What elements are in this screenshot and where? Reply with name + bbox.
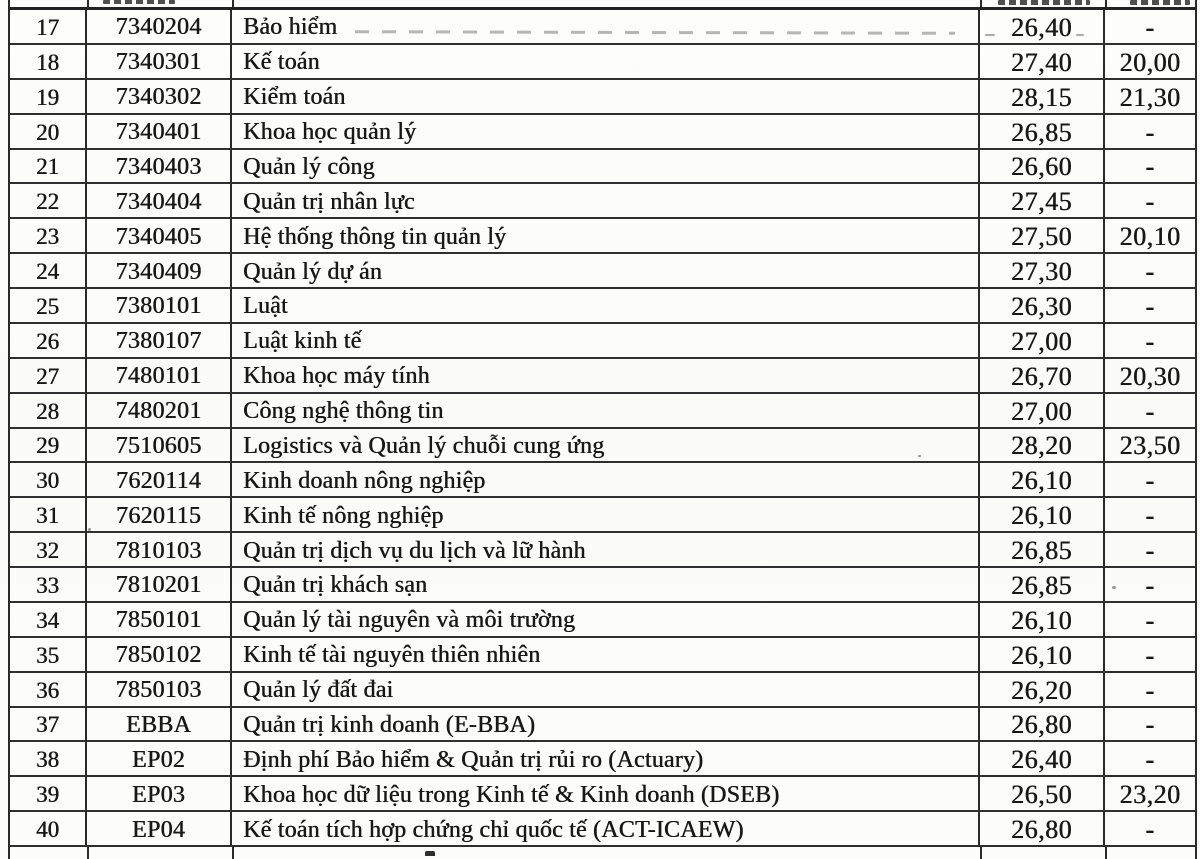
major-name-cell: Quản lý dự án bbox=[232, 254, 980, 287]
table-row bbox=[10, 463, 1197, 498]
table-row bbox=[10, 150, 1197, 185]
major-name-cell: Kiểm toán bbox=[232, 80, 980, 113]
table-border-stub bbox=[232, 0, 234, 7]
row-number-cell: 36 bbox=[10, 673, 87, 706]
major-code-cell: EP03 bbox=[87, 777, 232, 810]
major-name-cell: Quản trị nhân lực bbox=[232, 184, 980, 217]
row-number-cell: 17 bbox=[10, 10, 87, 43]
table-border-stub bbox=[1195, 847, 1197, 859]
major-code-cell: 7810103 bbox=[87, 533, 232, 566]
score-secondary-cell: - bbox=[1105, 115, 1197, 148]
major-name-cell: Khoa học máy tính bbox=[232, 359, 980, 392]
major-code-cell: 7340301 bbox=[87, 45, 232, 78]
major-name-cell: Hệ thống thông tin quản lý bbox=[232, 219, 980, 252]
major-name-cell: Khoa học quản lý bbox=[232, 115, 980, 148]
row-number-cell: 27 bbox=[10, 359, 87, 392]
table-border-stub bbox=[87, 847, 89, 859]
table-border-stub bbox=[1105, 0, 1107, 7]
score-secondary-cell: 21,30 bbox=[1105, 80, 1197, 113]
score-secondary-cell: - bbox=[1105, 10, 1197, 43]
table-border-stub bbox=[232, 847, 234, 859]
major-name-cell: Quản trị kinh doanh (E-BBA) bbox=[232, 708, 980, 741]
scan-speck bbox=[1112, 586, 1116, 589]
major-code-cell: EP04 bbox=[87, 812, 232, 845]
score-main-cell: 27,45 bbox=[980, 184, 1105, 217]
score-main-cell: 26,10 bbox=[980, 638, 1105, 671]
row-number-cell: 28 bbox=[10, 394, 87, 427]
major-name-cell: Quản lý tài nguyên và môi trường bbox=[232, 603, 980, 636]
score-secondary-cell: - bbox=[1105, 463, 1197, 496]
score-main-cell: 26,60 bbox=[980, 150, 1105, 183]
table-row bbox=[10, 673, 1197, 708]
row-number-cell: 21 bbox=[10, 150, 87, 183]
major-code-cell: 7340401 bbox=[87, 115, 232, 148]
table-row bbox=[10, 394, 1197, 429]
table-row bbox=[10, 184, 1197, 219]
major-code-cell: 7850101 bbox=[87, 603, 232, 636]
row-number-cell: 37 bbox=[10, 708, 87, 741]
score-main-cell: 26,10 bbox=[980, 603, 1105, 636]
scan-speck bbox=[918, 455, 921, 457]
table-border-stub bbox=[8, 0, 10, 7]
score-main-cell: 28,15 bbox=[980, 80, 1105, 113]
major-code-cell: 7850103 bbox=[87, 673, 232, 706]
score-main-cell: 26,40 bbox=[980, 742, 1105, 775]
score-secondary-cell: - bbox=[1105, 184, 1197, 217]
table-row bbox=[10, 324, 1197, 359]
major-name-cell: Luật bbox=[232, 289, 980, 322]
major-name-cell: Kế toán tích hợp chứng chỉ quốc tế (ACT-ICAEW) bbox=[232, 812, 980, 845]
table-row bbox=[10, 10, 1197, 45]
table-border-stub bbox=[980, 0, 982, 7]
score-secondary-cell: - bbox=[1105, 394, 1197, 427]
table-border-stub bbox=[1105, 847, 1107, 859]
major-name-cell: Kế toán bbox=[232, 45, 980, 78]
major-name-cell: Quản trị khách sạn bbox=[232, 568, 980, 601]
row-number-cell: 31 bbox=[10, 498, 87, 531]
score-secondary-cell: 20,10 bbox=[1105, 219, 1197, 252]
major-code-cell: 7380101 bbox=[87, 289, 232, 322]
cutoff-header-text-remnant bbox=[1130, 0, 1190, 5]
major-name-cell: Quản trị dịch vụ du lịch và lữ hành bbox=[232, 533, 980, 566]
row-number-cell: 33 bbox=[10, 568, 87, 601]
table-border-stub bbox=[87, 0, 89, 7]
major-name-cell: Quản lý đất đai bbox=[232, 673, 980, 706]
score-secondary-cell: - bbox=[1105, 742, 1197, 775]
table-row bbox=[10, 115, 1197, 150]
table-row bbox=[10, 219, 1197, 254]
score-secondary-cell: - bbox=[1105, 708, 1197, 741]
major-name-cell: Bảo hiểm bbox=[232, 10, 980, 43]
table-border-stub bbox=[980, 847, 982, 859]
score-secondary-cell: - bbox=[1105, 533, 1197, 566]
score-main-cell: 26,20 bbox=[980, 673, 1105, 706]
row-number-cell: 39 bbox=[10, 777, 87, 810]
score-secondary-cell: - bbox=[1105, 603, 1197, 636]
score-secondary-cell: 23,20 bbox=[1105, 777, 1197, 810]
major-code-cell: 7480101 bbox=[87, 359, 232, 392]
admission-scores-table bbox=[8, 7, 1197, 847]
score-main-cell: 26,85 bbox=[980, 115, 1105, 148]
score-secondary-cell: - bbox=[1105, 324, 1197, 357]
major-name-cell: Khoa học dữ liệu trong Kinh tế & Kinh doanh (DSEB) bbox=[232, 777, 980, 810]
row-number-cell: 30 bbox=[10, 463, 87, 496]
major-name-cell: Logistics và Quản lý chuỗi cung ứng bbox=[232, 429, 980, 462]
score-secondary-cell: - bbox=[1105, 254, 1197, 287]
table-row bbox=[10, 498, 1197, 533]
score-secondary-cell: - bbox=[1105, 289, 1197, 322]
score-main-cell: 27,50 bbox=[980, 219, 1105, 252]
table-row bbox=[10, 80, 1197, 115]
table-row bbox=[10, 708, 1197, 743]
score-secondary-cell: 20,30 bbox=[1105, 359, 1197, 392]
score-secondary-cell: - bbox=[1105, 673, 1197, 706]
cutoff-header-text-remnant bbox=[103, 0, 175, 4]
table-border-stub bbox=[8, 847, 10, 859]
score-main-cell: 26,30 bbox=[980, 289, 1105, 322]
cutoff-header-text-remnant bbox=[998, 0, 1090, 5]
table-border-stub bbox=[1195, 0, 1197, 7]
scan-speck bbox=[88, 528, 91, 531]
table-row bbox=[10, 638, 1197, 673]
row-number-cell: 20 bbox=[10, 115, 87, 148]
major-name-cell: Luật kinh tế bbox=[232, 324, 980, 357]
major-name-cell: Định phí Bảo hiểm & Quản trị rủi ro (Actuary) bbox=[232, 742, 980, 775]
major-code-cell: 7620114 bbox=[87, 463, 232, 496]
major-code-cell: 7510605 bbox=[87, 429, 232, 462]
row-number-cell: 23 bbox=[10, 219, 87, 252]
row-number-cell: 25 bbox=[10, 289, 87, 322]
score-main-cell: 26,40 bbox=[980, 10, 1105, 43]
score-main-cell: 26,85 bbox=[980, 533, 1105, 566]
major-code-cell: 7480201 bbox=[87, 394, 232, 427]
row-number-cell: 34 bbox=[10, 603, 87, 636]
row-number-cell: 35 bbox=[10, 638, 87, 671]
score-main-cell: 26,85 bbox=[980, 568, 1105, 601]
major-code-cell: 7340404 bbox=[87, 184, 232, 217]
score-main-cell: 27,30 bbox=[980, 254, 1105, 287]
score-secondary-cell: - bbox=[1105, 638, 1197, 671]
table-row bbox=[10, 359, 1197, 394]
table-row bbox=[10, 812, 1197, 847]
row-number-cell: 24 bbox=[10, 254, 87, 287]
table-row bbox=[10, 45, 1197, 80]
major-code-cell: 7340409 bbox=[87, 254, 232, 287]
major-code-cell: 7810201 bbox=[87, 568, 232, 601]
major-code-cell: 7340204 bbox=[87, 10, 232, 43]
row-number-cell: 22 bbox=[10, 184, 87, 217]
cutoff-next-row-glyph bbox=[425, 851, 435, 856]
major-name-cell: Kinh doanh nông nghiệp bbox=[232, 463, 980, 496]
score-main-cell: 27,00 bbox=[980, 394, 1105, 427]
table-row bbox=[10, 289, 1197, 324]
table-row bbox=[10, 742, 1197, 777]
major-code-cell: 7380107 bbox=[87, 324, 232, 357]
table-row bbox=[10, 254, 1197, 289]
major-code-cell: 7620115 bbox=[87, 498, 232, 531]
scan-artifact bbox=[1076, 34, 1084, 36]
score-main-cell: 26,10 bbox=[980, 498, 1105, 531]
major-name-cell: Công nghệ thông tin bbox=[232, 394, 980, 427]
score-main-cell: 26,80 bbox=[980, 812, 1105, 845]
table-row bbox=[10, 429, 1197, 464]
row-number-cell: 18 bbox=[10, 45, 87, 78]
scan-artifact bbox=[985, 34, 995, 36]
table-row bbox=[10, 533, 1197, 568]
score-main-cell: 28,20 bbox=[980, 429, 1105, 462]
score-main-cell: 27,00 bbox=[980, 324, 1105, 357]
score-main-cell: 27,40 bbox=[980, 45, 1105, 78]
major-code-cell: 7340302 bbox=[87, 80, 232, 113]
major-code-cell: 7850102 bbox=[87, 638, 232, 671]
major-code-cell: 7340405 bbox=[87, 219, 232, 252]
row-number-cell: 29 bbox=[10, 429, 87, 462]
row-number-cell: 40 bbox=[10, 812, 87, 845]
row-number-cell: 38 bbox=[10, 742, 87, 775]
table-row bbox=[10, 603, 1197, 638]
major-code-cell: EBBA bbox=[87, 708, 232, 741]
score-secondary-cell: 20,00 bbox=[1105, 45, 1197, 78]
major-name-cell: Kinh tế tài nguyên thiên nhiên bbox=[232, 638, 980, 671]
major-name-cell: Kinh tế nông nghiệp bbox=[232, 498, 980, 531]
score-main-cell: 26,80 bbox=[980, 708, 1105, 741]
score-main-cell: 26,70 bbox=[980, 359, 1105, 392]
score-secondary-cell: - bbox=[1105, 812, 1197, 845]
table-row bbox=[10, 568, 1197, 603]
major-code-cell: 7340403 bbox=[87, 150, 232, 183]
row-number-cell: 26 bbox=[10, 324, 87, 357]
major-name-cell: Quản lý công bbox=[232, 150, 980, 183]
row-number-cell: 19 bbox=[10, 80, 87, 113]
score-main-cell: 26,50 bbox=[980, 777, 1105, 810]
major-code-cell: EP02 bbox=[87, 742, 232, 775]
score-secondary-cell: - bbox=[1105, 568, 1197, 601]
row-number-cell: 32 bbox=[10, 533, 87, 566]
score-secondary-cell: - bbox=[1105, 498, 1197, 531]
score-secondary-cell: - bbox=[1105, 150, 1197, 183]
score-secondary-cell: 23,50 bbox=[1105, 429, 1197, 462]
table-row bbox=[10, 777, 1197, 812]
score-main-cell: 26,10 bbox=[980, 463, 1105, 496]
